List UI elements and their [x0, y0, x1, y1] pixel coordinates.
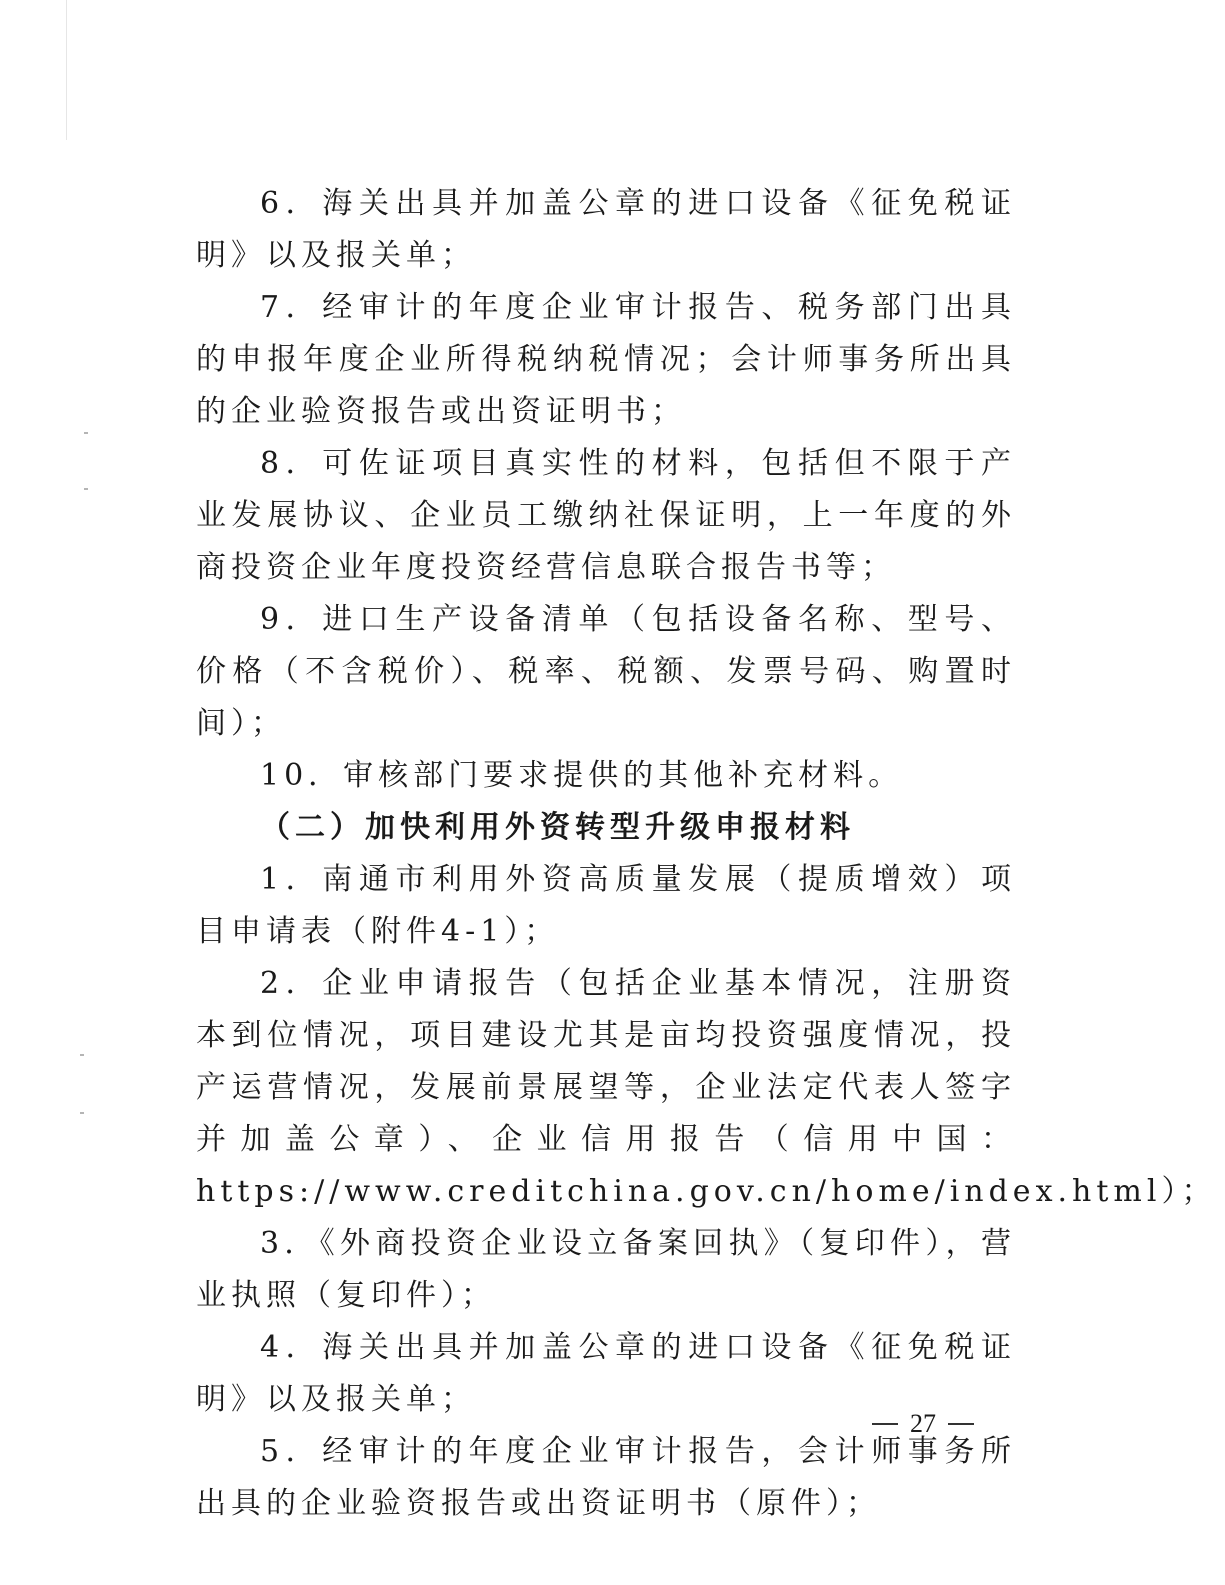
section-heading: （二）加快利用外资转型升级申报材料 [260, 810, 855, 845]
section-item-5: 5．经审计的年度企业审计报告，会计师事务所出具的企业验资报告或出资证明书（原件）； [196, 1434, 1016, 1521]
list-item-7: 7．经审计的年度企业审计报告、税务部门出具的申报年度企业所得税纳税情况；会计师事务所出具的企业验资报告或出资证明书； [196, 290, 1016, 429]
document-body [196, 178, 1217, 1530]
scan-speck [80, 1054, 84, 1056]
scan-edge-line [66, 0, 67, 140]
page-footer [872, 1406, 974, 1442]
list-item-9: 9．进口生产设备清单（包括设备名称、型号、价格（不含税价）、税率、税额、发票号码、购置时间）； [196, 602, 1016, 741]
section-item-1: 1．南通市利用外资高质量发展（提质增效）项目申请表（附件4-1）； [196, 862, 1016, 949]
scan-speck [84, 432, 88, 434]
section-item-2: 2．企业申请报告（包括企业基本情况，注册资本到位情况，项目建设尤其是亩均投资强度情况，投产运营情况，发展前景展望等，企业法定代表人签字并加盖公章）、企业信用报告（信用中国：https://www.creditchina.gov.cn/home/index.html）； [196, 966, 1217, 1209]
footer-dash-left [872, 1423, 898, 1425]
scan-speck [84, 488, 88, 490]
list-item-6: 6．海关出具并加盖公章的进口设备《征免税证明》以及报关单； [196, 186, 1016, 273]
scan-speck [80, 1112, 84, 1114]
footer-dash-right [948, 1423, 974, 1425]
list-item-10: 10．审核部门要求提供的其他补充材料。 [260, 758, 904, 793]
list-item-8: 8．可佐证项目真实性的材料，包括但不限于产业发展协议、企业员工缴纳社保证明，上一年度的外商投资企业年度投资经营信息联合报告书等； [196, 446, 1016, 585]
page-number: 27 [910, 1409, 936, 1438]
section-item-4: 4．海关出具并加盖公章的进口设备《征免税证明》以及报关单； [196, 1330, 1016, 1417]
section-item-3: 3．《外商投资企业设立备案回执》（复印件），营业执照（复印件）； [196, 1226, 1016, 1313]
